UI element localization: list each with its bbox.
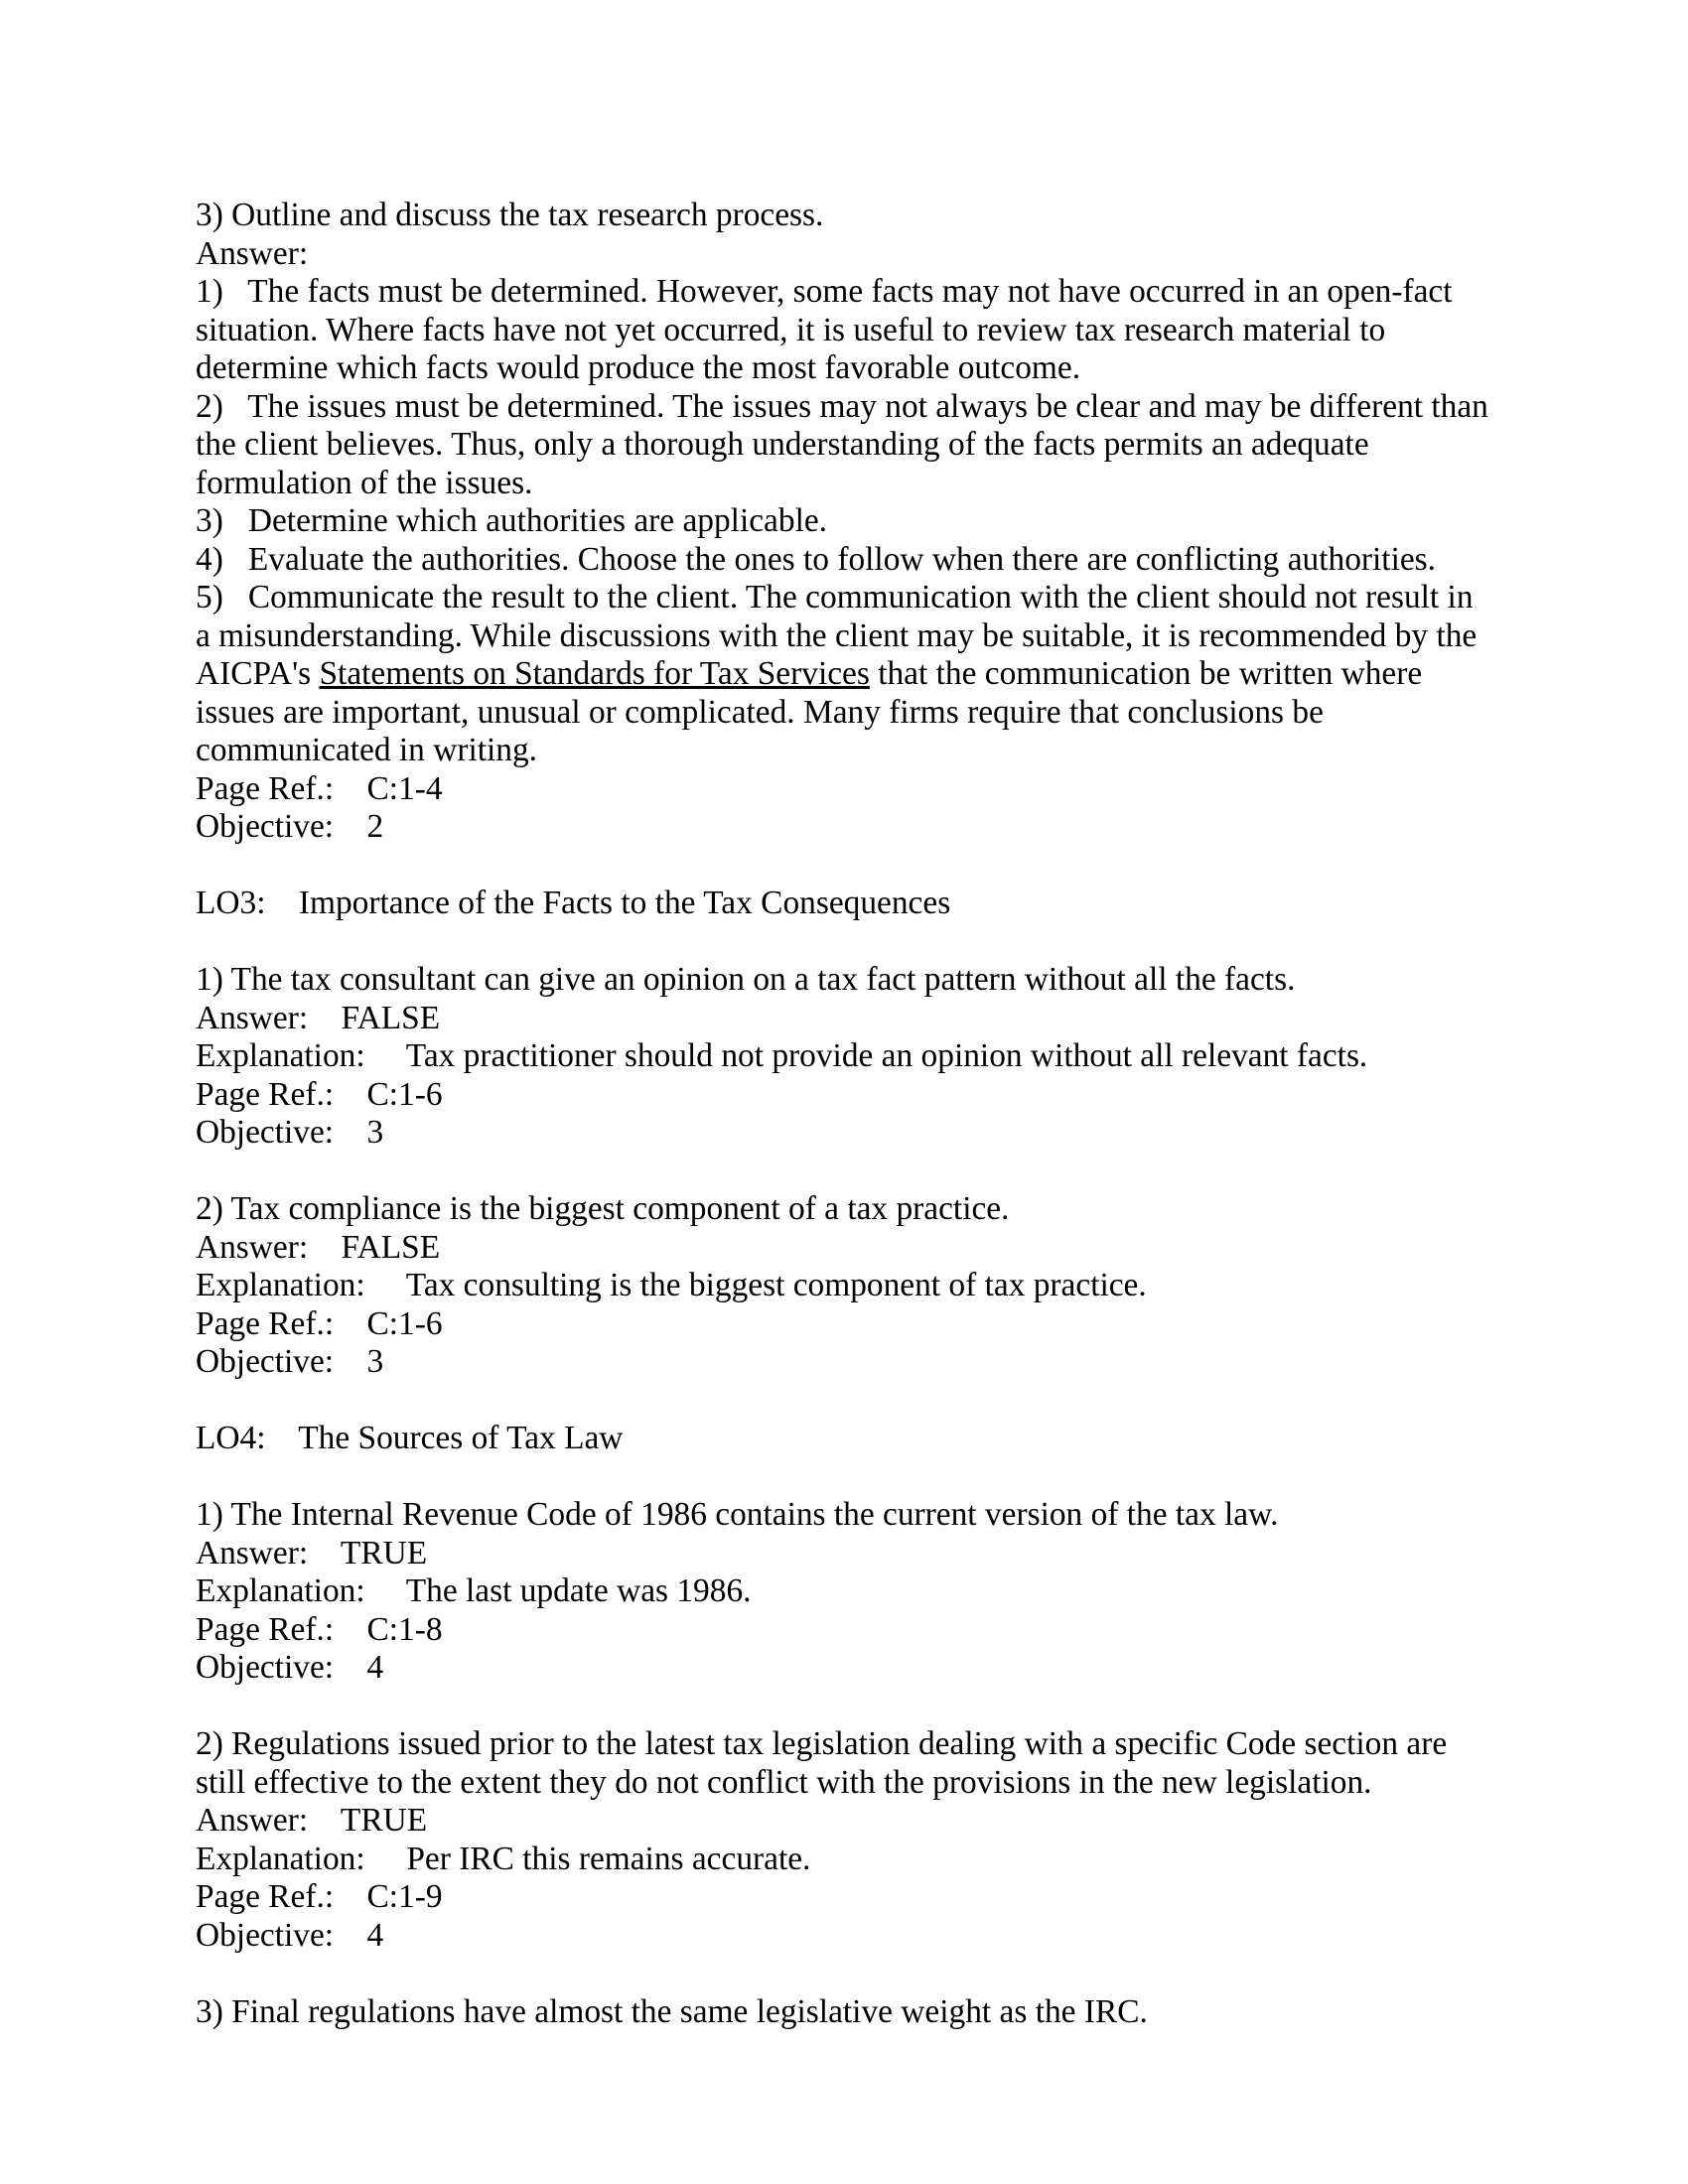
blank-line [196,1153,1576,1191]
page-ref-line [196,1076,1576,1115]
page-ref-line [196,770,1576,809]
blank-line [196,1955,1576,1993]
text-segment: Page Ref.: C:1-9 [196,1878,443,1915]
blank-line [196,1458,1576,1497]
answer-label-line [196,235,1576,274]
text-segment: LO4: The Sources of Tax Law [196,1420,624,1456]
explanation-line [196,1841,1576,1879]
question-line [196,1190,1576,1229]
continuation-line [196,349,1576,388]
text-segment: Page Ref.: C:1-6 [196,1075,443,1113]
text-segment: 1) The facts must be determined. However, some facts may not have occurred in an open-fact [196,273,1453,310]
text-segment: Objective: 3 [196,1114,384,1151]
text-segment: Explanation: Tax consulting is the biggest component of tax practice. [196,1267,1147,1303]
page-ref-line [196,1611,1576,1650]
answer-line [196,1535,1576,1573]
answer-list-item-line [196,388,1576,427]
objective-line [196,1649,1576,1688]
text-segment: AICPA's [196,655,320,692]
text-segment: Explanation: The last update was 1986. [196,1572,752,1609]
text-segment: situation. Where facts have not yet occurred, it is useful to review tax research material to [196,311,1386,348]
text-segment: Page Ref.: C:1-4 [196,769,443,807]
underlined-title-text: Statements on Standards for Tax Services [319,655,870,692]
text-segment: 2) Tax compliance is the biggest component of a tax practice. [196,1190,1010,1227]
answer-list-item-line [196,273,1576,312]
text-segment: 3) Final regulations have almost the same legislative weight as the IRC. [196,1992,1148,2030]
answer-list-item-line [196,541,1576,580]
continuation-line [196,426,1576,465]
text-segment: 3) Outline and discuss the tax research process. [196,197,824,233]
answer-line [196,1802,1576,1841]
text-segment: LO3: Importance of the Facts to the Tax Consequences [196,885,951,921]
text-segment: Page Ref.: C:1-6 [196,1304,443,1342]
text-segment: 1) The tax consultant can give an opinion on a tax fact pattern without all the facts. [196,961,1296,998]
objective-line [196,1917,1576,1956]
continuation-line [196,465,1576,503]
document-content [196,197,1576,2031]
text-segment: 2) The issues must be determined. The issues may not always be clear and may be different than [196,387,1488,425]
text-segment: the client believes. Thus, only a thorough understanding of the facts permits an adequate [196,426,1369,463]
continuation-line [196,732,1576,770]
text-segment: Objective: 4 [196,1916,384,1954]
text-segment: Explanation: Per IRC this remains accurate. [196,1840,811,1877]
answer-line [196,1000,1576,1038]
question-line [196,197,1576,235]
text-segment: Answer: [196,234,309,272]
text-segment: a misunderstanding. While discussions with the client may be suitable, it is recommended by the [196,616,1477,654]
text-segment: Answer: TRUE [196,1802,428,1839]
text-segment: Answer: TRUE [196,1534,428,1571]
text-segment: Explanation: Tax practitioner should not provide an opinion without all relevant facts. [196,1037,1368,1074]
question-line [196,1993,1576,2032]
continuation-line [196,1764,1576,1803]
blank-line [196,1688,1576,1726]
objective-line [196,1114,1576,1153]
blank-line [196,847,1576,886]
continuation-line [196,694,1576,733]
continuation-line [196,617,1576,656]
question-line [196,1725,1576,1764]
text-segment: 5) Communicate the result to the client. The communication with the client should not result in [196,579,1474,615]
text-segment: Objective: 2 [196,808,384,845]
text-segment: Objective: 3 [196,1343,384,1380]
text-segment: Page Ref.: C:1-8 [196,1610,443,1648]
text-segment: Answer: FALSE [196,999,441,1036]
text-segment: 3) Determine which authorities are applicable. [196,502,828,539]
text-segment: communicated in writing. [196,732,538,768]
answer-line [196,1229,1576,1268]
objective-line [196,1343,1576,1382]
text-segment: formulation of the issues. [196,464,533,501]
explanation-line [196,1267,1576,1305]
question-line [196,961,1576,1000]
lo-heading-line [196,885,1576,923]
explanation-line [196,1572,1576,1611]
lo-heading-line [196,1420,1576,1458]
text-segment: Objective: 4 [196,1649,384,1686]
text-segment: 4) Evaluate the authorities. Choose the ones to follow when there are conflicting authorities. [196,540,1437,578]
page-ref-line [196,1878,1576,1917]
text-segment: 1) The Internal Revenue Code of 1986 contains the current version of the tax law. [196,1496,1279,1533]
text-segment: still effective to the extent they do not conflict with the provisions in the new legislation. [196,1763,1372,1801]
page-ref-line [196,1305,1576,1344]
objective-line [196,808,1576,847]
blank-line [196,923,1576,962]
text-segment: Answer: FALSE [196,1228,441,1266]
blank-line [196,1382,1576,1421]
text-segment: determine which facts would produce the most favorable outcome. [196,349,1081,386]
question-line [196,1496,1576,1535]
text-segment: that the communication be written where [869,655,1423,692]
explanation-line [196,1037,1576,1076]
continuation-line [196,655,1576,694]
answer-list-item-line [196,502,1576,541]
continuation-line [196,312,1576,350]
answer-list-item-line [196,579,1576,617]
text-segment: issues are important, unusual or complicated. Many firms require that conclusions be [196,693,1324,731]
text-segment: 2) Regulations issued prior to the latest tax legislation dealing with a specific Code section are [196,1725,1448,1762]
